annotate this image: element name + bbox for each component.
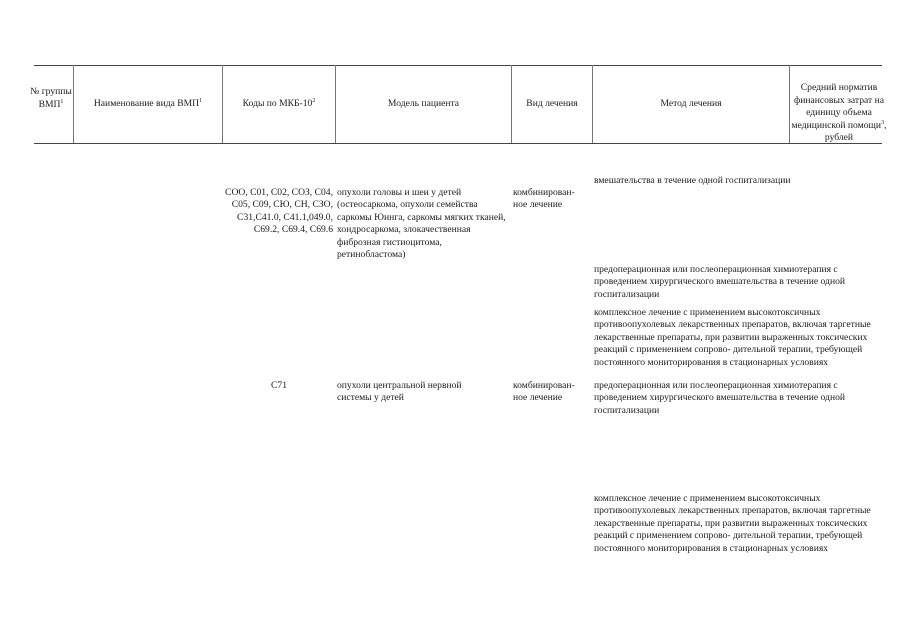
header-divider: [335, 65, 336, 143]
table-header-rule: [34, 143, 882, 144]
row1-treatment-type: комбинирован- ное лечение: [513, 187, 575, 211]
header-vmp-name: Наименование вида ВМП$^1$: [93, 97, 203, 109]
table-top-rule: [34, 65, 882, 66]
row2-method-complex: комплексное лечение с применением высокотоксичных противоопухолевых лекарственных препаратов, включая таргетные лекарственные препараты, при развитии выраженных токсических реакций с применением сопрово- дительной терапии, требующей постоянного мониторирования в стационарных условиях: [594, 493, 871, 554]
header-treatment-type: Вид лечения: [526, 98, 578, 109]
header-treatment-method: Метод лечения: [660, 98, 722, 109]
header-icd-codes: Коды по МКБ-$10^2$: [242, 97, 316, 109]
row1-method-chemotherapy: предоперационная или послеоперационная химиотерапия с проведением хирургического вмешательства в течение одной госпитализации: [594, 264, 846, 300]
row2-patient-model: опухоли центральной нервной системы у детей: [337, 380, 462, 404]
header-divider: [592, 65, 593, 143]
row1-icd-codes: СОО, С01, С02, СОЗ, С04, С05, С09, СЮ, СН, СЗО, С31,С41.0, С41.1,049.0, С69.2, С69.4, С69.6: [225, 187, 333, 236]
header-divider: [222, 65, 223, 143]
row1-patient-model: опухоли головы и шеи у детей (остеосаркома, опухоли семейства саркомы Юинга, саркомы мягких тканей, хондросаркома, злокачественная фиброзная гистиоцитома, ретинобластома): [337, 187, 506, 261]
row2-icd-codes: С71: [271, 380, 287, 391]
header-group-number: № группы ВМП$^1$: [30, 86, 72, 110]
header-divider: [73, 65, 74, 143]
row2-method-chemotherapy: предоперационная или послеоперационная химиотерапия с проведением хирургического вмешательства в течение одной госпитализации: [594, 380, 846, 416]
row1-method-complex: комплексное лечение с применением высокотоксичных противоопухолевых лекарственных препаратов, включая таргетные лекарственные препараты, при развитии выраженных токсических реакций с применением сопрово- дительной терапии, требующей постоянного мониторирования в стационарных условиях: [594, 307, 871, 368]
header-divider: [511, 65, 512, 143]
row2-treatment-type: комбинирован- ное лечение: [513, 380, 575, 404]
header-patient-model: Модель пациента: [387, 98, 460, 109]
method-continuation: вмешательства в течение одной госпитализации: [594, 175, 791, 186]
header-cost-norm: Средний норматив финансовых затрат на единицу объема медицинской помощи$^3$, рублей: [791, 82, 887, 143]
